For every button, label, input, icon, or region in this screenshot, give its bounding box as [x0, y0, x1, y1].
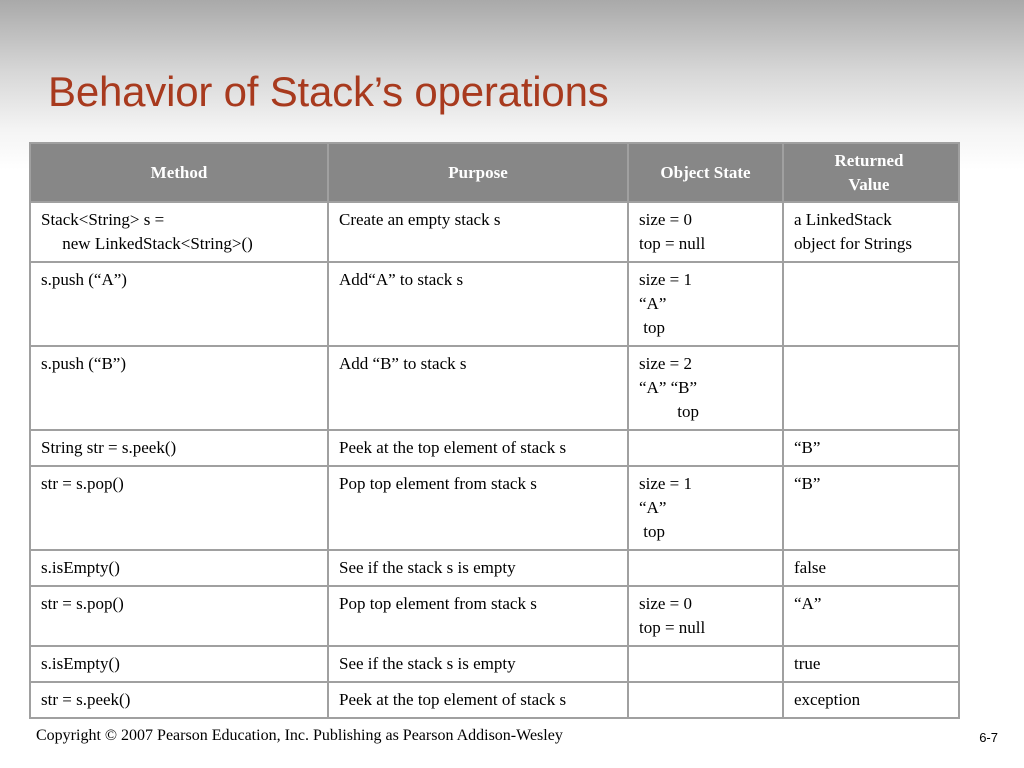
cell-purpose: Peek at the top element of stack s: [328, 682, 628, 718]
header-method: Method: [30, 143, 328, 202]
cell-returned-value: [783, 262, 959, 346]
cell-object-state: size = 1 “A” top: [628, 262, 783, 346]
cell-returned-value: a LinkedStack object for Strings: [783, 202, 959, 262]
cell-purpose: See if the stack s is empty: [328, 646, 628, 682]
header-row: [30, 143, 959, 202]
table-row: [30, 202, 959, 262]
cell-returned-value: exception: [783, 682, 959, 718]
cell-method: String str = s.peek(): [30, 430, 328, 466]
cell-purpose: Create an empty stack s: [328, 202, 628, 262]
slide-title: Behavior of Stack’s operations: [48, 68, 609, 115]
cell-returned-value: [783, 346, 959, 430]
cell-object-state: size = 0 top = null: [628, 586, 783, 646]
table-row: [30, 346, 959, 430]
cell-purpose: Add “B” to stack s: [328, 346, 628, 430]
header-returned-value: Returned Value: [783, 143, 959, 202]
cell-returned-value: “A”: [783, 586, 959, 646]
cell-method: str = s.pop(): [30, 586, 328, 646]
cell-purpose: Pop top element from stack s: [328, 586, 628, 646]
cell-object-state: size = 0 top = null: [628, 202, 783, 262]
cell-method: str = s.peek(): [30, 682, 328, 718]
cell-object-state: [628, 550, 783, 586]
cell-returned-value: “B”: [783, 430, 959, 466]
cell-method: s.isEmpty(): [30, 646, 328, 682]
cell-object-state: size = 2 “A” “B” top: [628, 346, 783, 430]
header-object-state: Object State: [628, 143, 783, 202]
page-number: 6-7: [979, 730, 998, 745]
cell-object-state: [628, 682, 783, 718]
cell-method: s.push (“B”): [30, 346, 328, 430]
cell-returned-value: “B”: [783, 466, 959, 550]
cell-method: str = s.pop(): [30, 466, 328, 550]
cell-method: Stack<String> s = new LinkedStack<String>(): [30, 202, 328, 262]
table-row: [30, 682, 959, 718]
copyright-footer: Copyright © 2007 Pearson Education, Inc. Publishing as Pearson Addison-Wesley: [36, 727, 563, 744]
cell-purpose: Add“A” to stack s: [328, 262, 628, 346]
cell-object-state: [628, 430, 783, 466]
cell-object-state: size = 1 “A” top: [628, 466, 783, 550]
header-purpose: Purpose: [328, 143, 628, 202]
table-row: [30, 262, 959, 346]
cell-method: s.push (“A”): [30, 262, 328, 346]
cell-returned-value: true: [783, 646, 959, 682]
table-row: [30, 550, 959, 586]
table-row: [30, 466, 959, 550]
cell-purpose: See if the stack s is empty: [328, 550, 628, 586]
table-row: [30, 430, 959, 466]
table-row: [30, 646, 959, 682]
table-row: [30, 586, 959, 646]
cell-method: s.isEmpty(): [30, 550, 328, 586]
cell-object-state: [628, 646, 783, 682]
cell-purpose: Pop top element from stack s: [328, 466, 628, 550]
cell-purpose: Peek at the top element of stack s: [328, 430, 628, 466]
stack-operations-table: [29, 142, 960, 719]
cell-returned-value: false: [783, 550, 959, 586]
